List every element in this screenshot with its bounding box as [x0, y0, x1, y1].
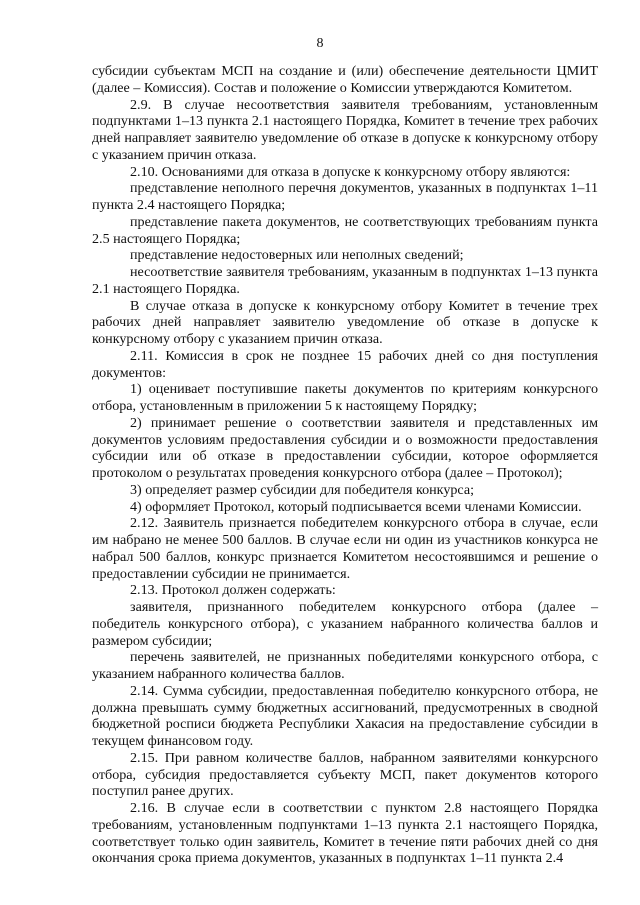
paragraph: заявителя, признанного победителем конкурсного отбора (далее – победитель конкурсного отбора), с указанием набранного количества баллов и размером субсидии; [92, 599, 598, 649]
paragraph: 2) принимает решение о соответствии заявителя и представленных им документов условиям предоставления субсидии и о возможности предоставления субсидии или об отказе в предоставлении субсидии, которое оформляется протоколом о результатах проведения конкурсного отбора (далее – Протокол); [92, 414, 598, 481]
paragraph: 4) оформляет Протокол, который подписывается всеми членами Комиссии. [130, 498, 582, 515]
paragraph: 2.11. Комиссия в срок не позднее 15 рабочих дней со дня поступления документов: [92, 347, 598, 381]
paragraph: 2.13. Протокол должен содержать: [130, 582, 336, 599]
paragraph: 3) определяет размер субсидии для победителя конкурса; [130, 481, 475, 498]
paragraph: 2.10. Основаниями для отказа в допуске к конкурсному отбору являются: [130, 163, 571, 180]
paragraph: 2.15. При равном количестве баллов, набранном заявителями конкурсного отбора, субсидия предоставляется субъекту МСП, пакет документов которого поступил ранее других. [92, 749, 598, 800]
paragraph: 2.14. Сумма субсидии, предоставленная победителю конкурсного отбора, не должна превышать сумму бюджетных ассигнований, предусмотренных в сводной бюджетной росписи бюджета Республики Хакасия на предоставление субсидии в текущем финансовом году. [92, 682, 598, 749]
paragraph: 2.16. В случае если в соответствии с пунктом 2.8 настоящего Порядка требованиям, установленным подпунктами 1–13 пункта 2.1 настоящего Порядка, соответствует только один заявитель, Комитет в течение пяти рабочих дней со дня окончания срока приема документов, указанных в подпунктах 1–11 пункта 2.4 [92, 800, 598, 867]
paragraph: представление неполного перечня документов, указанных в подпунктах 1–11 пункта 2.4 настоящего Порядка; [92, 180, 598, 213]
paragraph: представление недостоверных или неполных сведений; [130, 247, 464, 264]
paragraph: представление пакета документов, не соответствующих требованиям пункта 2.5 настоящего Порядка; [92, 213, 598, 247]
document-body [92, 63, 598, 867]
paragraph: субсидии субъектам МСП на создание и (или) обеспечение деятельности ЦМИТ (далее – Комиссия). Состав и положение о Комиссии утверждаются Комитетом. [92, 63, 598, 96]
paragraph: 2.9. В случае несоответствия заявителя требованиям, установленным подпунктами 1–13 пункта 2.1 настоящего Порядка, Комитет в течение трех рабочих дней направляет заявителю уведомление об отказе в допуске к конкурсному отбору с указанием причин отказа. [92, 96, 598, 163]
paragraph: 2.12. Заявитель признается победителем конкурсного отбора в случае, если им набрано не менее 500 баллов. В случае если ни один из участников конкурса не набрал 500 баллов, конкурс признается Комитетом несостоявшимся и решение о предоставлении субсидии не принимается. [92, 515, 598, 582]
paragraph: В случае отказа в допуске к конкурсному отбору Комитет в течение трех рабочих дней направляет заявителю уведомление об отказе в допуске к конкурсному отбору с указанием причин отказа. [92, 297, 598, 347]
paragraph: несоответствие заявителя требованиям, указанным в подпунктах 1–13 пункта 2.1 настоящего Порядка. [92, 264, 598, 297]
paragraph: 1) оценивает поступившие пакеты документов по критериям конкурсного отбора, установленным в приложении 5 к настоящему Порядку; [92, 381, 598, 414]
page-number: 8 [316, 36, 324, 51]
paragraph: перечень заявителей, не признанных победителями конкурсного отбора, с указанием набранного количества баллов. [92, 649, 598, 682]
